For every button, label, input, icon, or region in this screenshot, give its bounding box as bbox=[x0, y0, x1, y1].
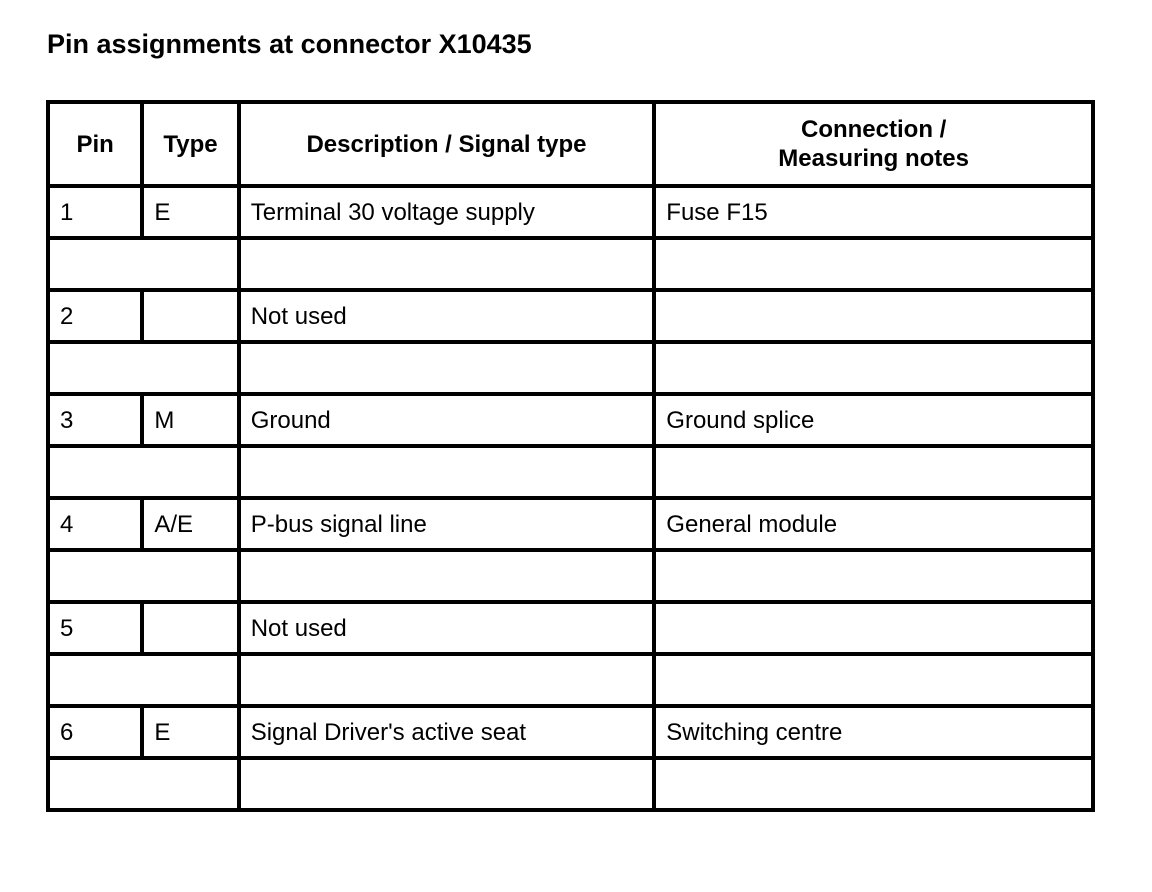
cell-connection: General module bbox=[654, 498, 1093, 550]
cell-pin: 5 bbox=[48, 602, 142, 654]
cell-type: A/E bbox=[142, 498, 238, 550]
header-pin: Pin bbox=[48, 102, 142, 186]
cell-type: M bbox=[142, 394, 238, 446]
spacer-cell bbox=[654, 446, 1093, 498]
table-row bbox=[48, 394, 1093, 446]
cell-type: E bbox=[142, 706, 238, 758]
table-row bbox=[48, 290, 1093, 342]
page-title: Pin assignments at connector X10435 bbox=[47, 29, 532, 59]
cell-pin: 1 bbox=[48, 186, 142, 238]
spacer-cell bbox=[654, 758, 1093, 810]
cell-description: Terminal 30 voltage supply bbox=[239, 186, 655, 238]
table-spacer-row bbox=[48, 238, 1093, 290]
cell-description: Not used bbox=[239, 602, 655, 654]
table-row bbox=[48, 186, 1093, 238]
spacer-cell bbox=[239, 654, 655, 706]
pin-assignment-table bbox=[46, 100, 1095, 812]
cell-connection bbox=[654, 290, 1093, 342]
cell-connection: Switching centre bbox=[654, 706, 1093, 758]
spacer-cell bbox=[48, 238, 239, 290]
table-spacer-row bbox=[48, 758, 1093, 810]
table-spacer-row bbox=[48, 446, 1093, 498]
spacer-cell bbox=[48, 446, 239, 498]
cell-pin: 3 bbox=[48, 394, 142, 446]
cell-description: Not used bbox=[239, 290, 655, 342]
header-connection-line2: Measuring notes bbox=[778, 145, 969, 172]
cell-pin: 4 bbox=[48, 498, 142, 550]
cell-description: Ground bbox=[239, 394, 655, 446]
spacer-cell bbox=[48, 758, 239, 810]
spacer-cell bbox=[654, 238, 1093, 290]
header-connection-line1: Connection / bbox=[800, 116, 947, 143]
cell-pin: 6 bbox=[48, 706, 142, 758]
spacer-cell bbox=[654, 342, 1093, 394]
cell-pin: 2 bbox=[48, 290, 142, 342]
cell-type bbox=[142, 602, 238, 654]
table-row bbox=[48, 498, 1093, 550]
spacer-cell bbox=[239, 758, 655, 810]
table-header-row bbox=[48, 102, 1093, 186]
spacer-cell bbox=[654, 550, 1093, 602]
cell-description: Signal Driver's active seat bbox=[239, 706, 655, 758]
cell-connection: Ground splice bbox=[654, 394, 1093, 446]
header-type: Type bbox=[142, 102, 238, 186]
spacer-cell bbox=[48, 654, 239, 706]
cell-connection: Fuse F15 bbox=[654, 186, 1093, 238]
table-row bbox=[48, 602, 1093, 654]
spacer-cell bbox=[654, 654, 1093, 706]
cell-description: P-bus signal line bbox=[239, 498, 655, 550]
spacer-cell bbox=[239, 446, 655, 498]
cell-connection bbox=[654, 602, 1093, 654]
cell-type bbox=[142, 290, 238, 342]
spacer-cell bbox=[48, 550, 239, 602]
header-description: Description / Signal type bbox=[239, 102, 655, 186]
spacer-cell bbox=[239, 342, 655, 394]
table-row bbox=[48, 706, 1093, 758]
cell-type: E bbox=[142, 186, 238, 238]
table-spacer-row bbox=[48, 342, 1093, 394]
table-spacer-row bbox=[48, 550, 1093, 602]
spacer-cell bbox=[239, 550, 655, 602]
spacer-cell bbox=[239, 238, 655, 290]
table-spacer-row bbox=[48, 654, 1093, 706]
header-connection bbox=[654, 102, 1093, 186]
spacer-cell bbox=[48, 342, 239, 394]
